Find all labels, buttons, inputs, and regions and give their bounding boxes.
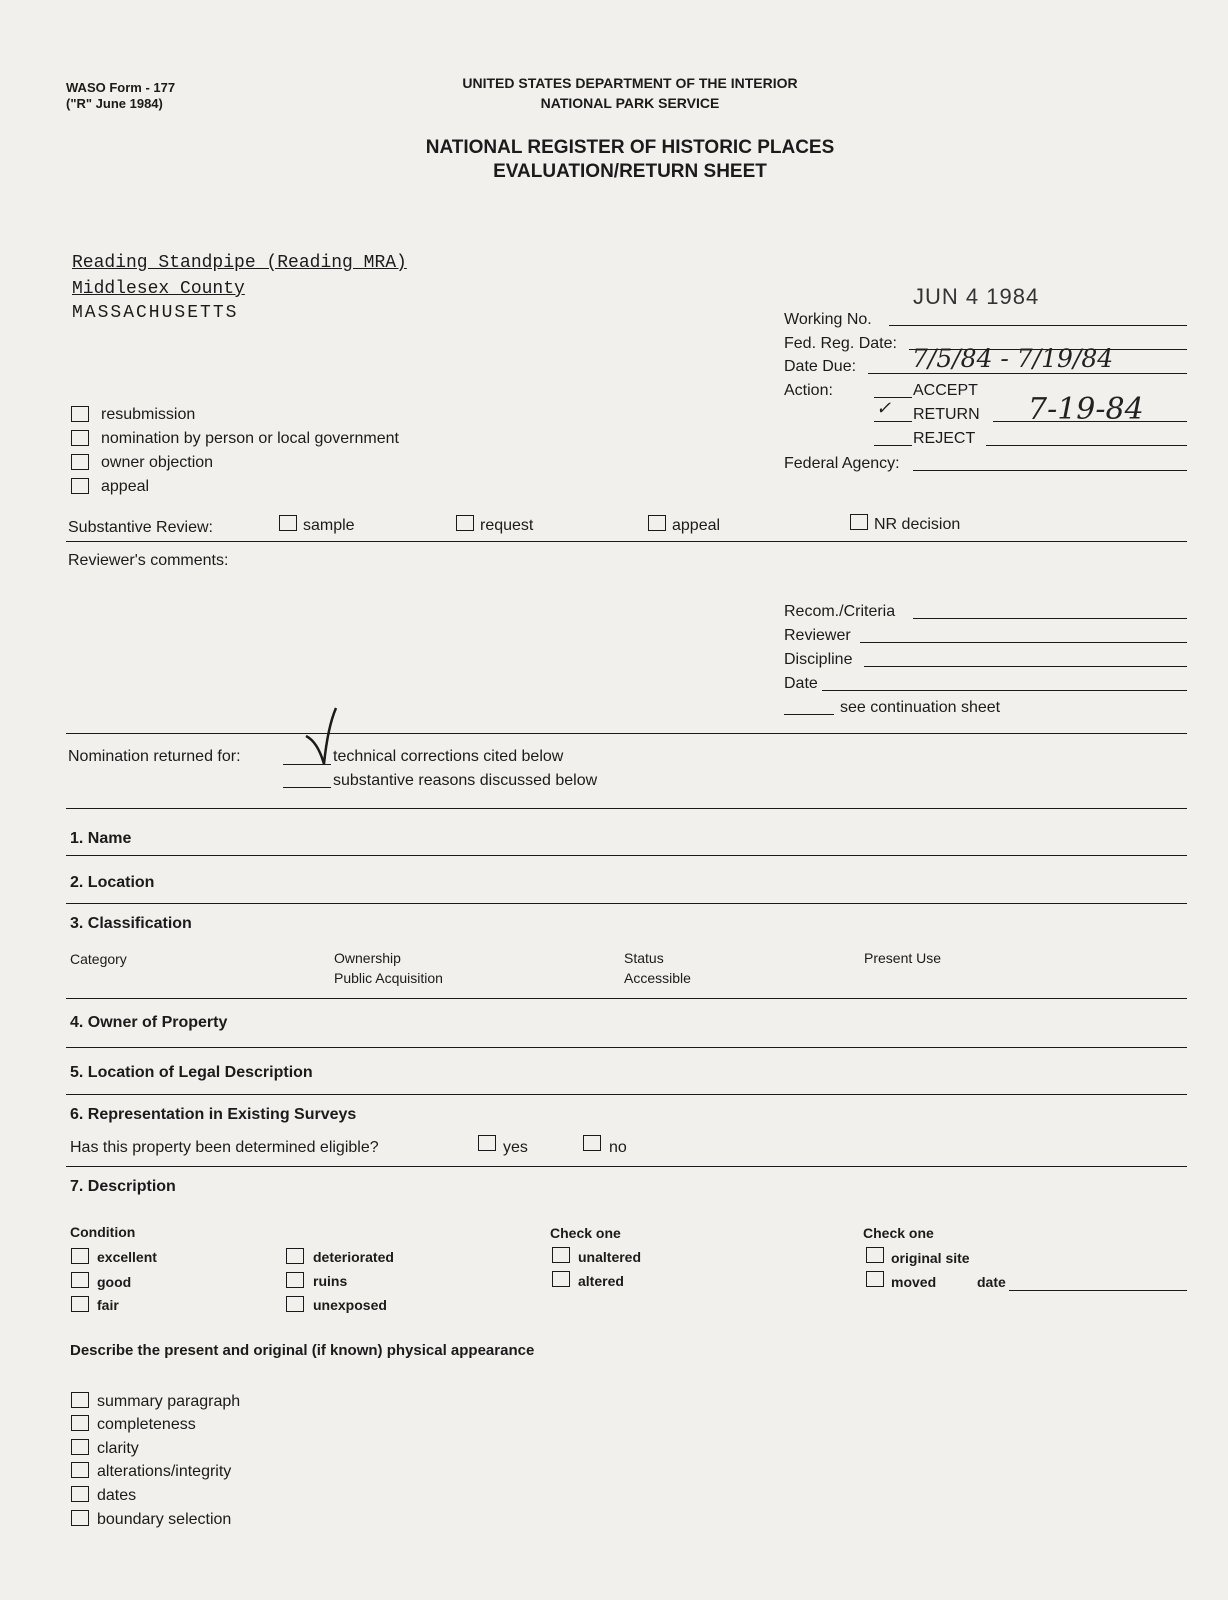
unaltered-checkbox[interactable] (552, 1247, 570, 1263)
recom-criteria-label: Recom./Criteria (784, 603, 896, 620)
nr-decision-checkbox[interactable] (850, 514, 868, 530)
return-label: RETURN (913, 406, 980, 423)
return-date-handwritten: 7-19-84 (1028, 392, 1144, 427)
agency-line2: NATIONAL PARK SERVICE (540, 95, 720, 111)
request-checkbox[interactable] (456, 515, 474, 531)
reviewers-comments-label: Reviewer's comments: (68, 552, 229, 569)
accept-label: ACCEPT (913, 382, 978, 399)
eligible-no-label: no (609, 1139, 627, 1156)
see-continuation-label: see continuation sheet (840, 699, 1001, 716)
section-name-heading: 1. Name (70, 830, 132, 847)
completeness-label: completeness (97, 1416, 196, 1433)
section-owner-heading: 4. Owner of Property (70, 1014, 228, 1031)
federal-agency-label: Federal Agency: (784, 455, 900, 472)
owner-objection-checkbox[interactable] (71, 454, 89, 470)
moved-label: moved (891, 1274, 937, 1290)
technical-corrections-label: technical corrections cited below (333, 748, 564, 765)
nomination-returned-label: Nomination returned for: (68, 748, 241, 765)
page-subtitle: EVALUATION/RETURN SHEET (493, 161, 767, 182)
eligible-no-checkbox[interactable] (583, 1135, 601, 1151)
fair-label: fair (97, 1297, 119, 1313)
describe-heading: Describe the present and original (if known) physical appearance (70, 1342, 535, 1359)
agency-line1: UNITED STATES DEPARTMENT OF THE INTERIOR (462, 75, 798, 91)
resubmission-checkbox[interactable] (71, 406, 89, 422)
property-county: Middlesex County (72, 279, 245, 299)
ruins-checkbox[interactable] (286, 1272, 304, 1288)
summary-paragraph-checkbox[interactable] (71, 1392, 89, 1408)
status-label: Status (624, 950, 664, 966)
eligible-question-label: Has this property been determined eligible? (70, 1139, 379, 1156)
moved-date-label: date (977, 1274, 1006, 1290)
boundary-selection-checkbox[interactable] (71, 1510, 89, 1526)
section-legal-description-heading: 5. Location of Legal Description (70, 1064, 313, 1081)
section-classification-heading: 3. Classification (70, 915, 192, 932)
deteriorated-label: deteriorated (313, 1249, 394, 1265)
date-due-label: Date Due: (784, 358, 857, 375)
good-checkbox[interactable] (71, 1272, 89, 1288)
present-use-label: Present Use (864, 950, 942, 966)
working-no-label: Working No. (784, 311, 872, 328)
appeal-review-checkbox[interactable] (648, 515, 666, 531)
substantive-review-label: Substantive Review: (68, 519, 213, 536)
section-location-heading: 2. Location (70, 874, 155, 891)
owner-objection-label: owner objection (101, 454, 214, 471)
completeness-checkbox[interactable] (71, 1415, 89, 1431)
eligible-yes-checkbox[interactable] (478, 1135, 496, 1151)
boundary-selection-label: boundary selection (97, 1511, 232, 1528)
discipline-label: Discipline (784, 651, 853, 668)
unexposed-checkbox[interactable] (286, 1296, 304, 1312)
unexposed-label: unexposed (313, 1297, 387, 1313)
ownership-label: Ownership (334, 950, 401, 966)
fed-reg-date-label: Fed. Reg. Date: (784, 335, 897, 352)
clarity-checkbox[interactable] (71, 1439, 89, 1455)
original-site-label: original site (891, 1250, 970, 1266)
received-date-stamp: JUN 4 1984 (913, 284, 1040, 309)
moved-checkbox[interactable] (866, 1271, 884, 1287)
reviewer-label: Reviewer (784, 627, 851, 644)
category-label: Category (70, 951, 127, 967)
alterations-integrity-checkbox[interactable] (71, 1462, 89, 1478)
page-title: NATIONAL REGISTER OF HISTORIC PLACES (425, 137, 835, 158)
public-acquisition-label: Public Acquisition (334, 970, 443, 986)
check-one-alteration-label: Check one (550, 1225, 621, 1241)
nomination-by-person-label: nomination by person or local government (101, 430, 399, 447)
form-id-line2: ("R" June 1984) (66, 96, 163, 111)
deteriorated-checkbox[interactable] (286, 1248, 304, 1264)
substantive-reasons-label: substantive reasons discussed below (333, 772, 598, 789)
sample-label: sample (303, 517, 355, 534)
property-name: Reading Standpipe (Reading MRA) (72, 253, 407, 273)
original-site-checkbox[interactable] (866, 1247, 884, 1263)
nr-decision-label: NR decision (874, 516, 961, 533)
accessible-label: Accessible (624, 970, 691, 986)
unaltered-label: unaltered (578, 1249, 642, 1265)
eligible-yes-label: yes (503, 1139, 528, 1156)
appeal-review-label: appeal (672, 517, 721, 534)
dates-label: dates (97, 1487, 137, 1504)
ruins-label: ruins (313, 1273, 348, 1289)
altered-label: altered (578, 1273, 624, 1289)
alterations-integrity-label: alterations/integrity (97, 1463, 232, 1480)
sample-checkbox[interactable] (279, 515, 297, 531)
section-description-heading: 7. Description (70, 1178, 176, 1195)
summary-paragraph-label: summary paragraph (97, 1393, 241, 1410)
review-date-label: Date (784, 675, 818, 692)
return-check-mark: ✓ (876, 398, 892, 419)
altered-checkbox[interactable] (552, 1271, 570, 1287)
action-label: Action: (784, 382, 833, 399)
appeal-checkbox[interactable] (71, 478, 89, 494)
resubmission-label: resubmission (101, 406, 196, 423)
fair-checkbox[interactable] (71, 1296, 89, 1312)
check-one-site-label: Check one (863, 1225, 934, 1241)
dates-checkbox[interactable] (71, 1486, 89, 1502)
request-label: request (480, 517, 534, 534)
excellent-checkbox[interactable] (71, 1248, 89, 1264)
condition-label: Condition (70, 1224, 136, 1240)
property-state: MASSACHUSETTS (72, 303, 239, 323)
appeal-label: appeal (101, 478, 150, 495)
date-due-handwritten: 7/5/84 - 7/19/84 (912, 344, 1114, 373)
excellent-label: excellent (97, 1249, 157, 1265)
nomination-by-person-checkbox[interactable] (71, 430, 89, 446)
section-surveys-heading: 6. Representation in Existing Surveys (70, 1106, 357, 1123)
form-id-line1: WASO Form - 177 (66, 80, 176, 95)
clarity-label: clarity (97, 1440, 139, 1457)
reject-label: REJECT (913, 430, 976, 447)
good-label: good (97, 1274, 132, 1290)
